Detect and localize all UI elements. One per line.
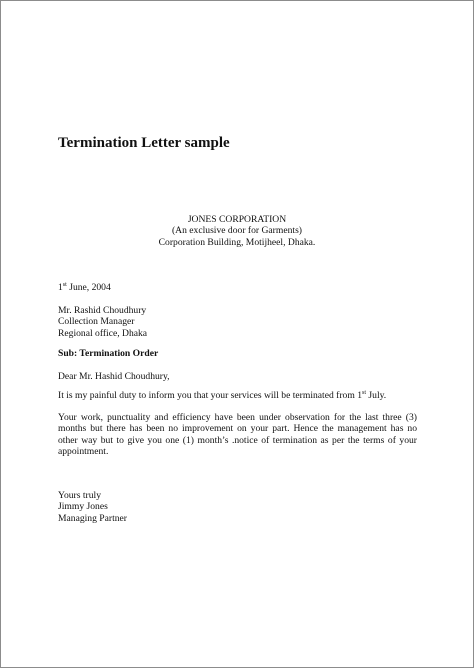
closing-block: [58, 490, 417, 524]
paragraph-1: [58, 390, 417, 401]
valediction: Yours truly: [58, 490, 102, 501]
date-rest: June, 2004: [66, 282, 111, 293]
date-suffix: st: [62, 281, 67, 288]
recipient-office: Regional office, Dhaka: [58, 327, 148, 339]
salutation: Dear Mr. Hashid Choudhury,: [58, 371, 170, 382]
subject-line: Sub: Termination Order: [58, 348, 159, 359]
company-tagline: (An exclusive door for Garments): [171, 225, 302, 237]
recipient-position: Collection Manager: [58, 316, 135, 328]
letter-date: [58, 282, 417, 293]
signer-name: Jimmy Jones: [58, 501, 108, 513]
company-name: JONES CORPORATION: [187, 214, 287, 225]
recipient-block: [58, 305, 417, 339]
signer-title: Managing Partner: [58, 512, 128, 524]
date-day: 1: [58, 282, 63, 293]
paragraph-2: Your work, punctuality and efficiency have been under observation for the last three (3) months but there has been no improvement on your part. Hence the management has no other way but to give you one (1) month’s .notice of termination as per the terms of your appointment.: [58, 412, 417, 458]
recipient-name: Mr. Rashid Choudhury: [58, 305, 147, 316]
sender-letterhead: [0, 214, 474, 248]
company-address: Corporation Building, Motijheel, Dhaka.: [158, 236, 316, 248]
paragraph-1-suffix: st: [362, 389, 367, 396]
paragraph-1-text: It is my painful duty to inform you that your services will be terminated from 1: [58, 390, 363, 401]
document-title: Termination Letter sample: [58, 135, 230, 151]
paragraph-1-end: July.: [366, 390, 387, 401]
